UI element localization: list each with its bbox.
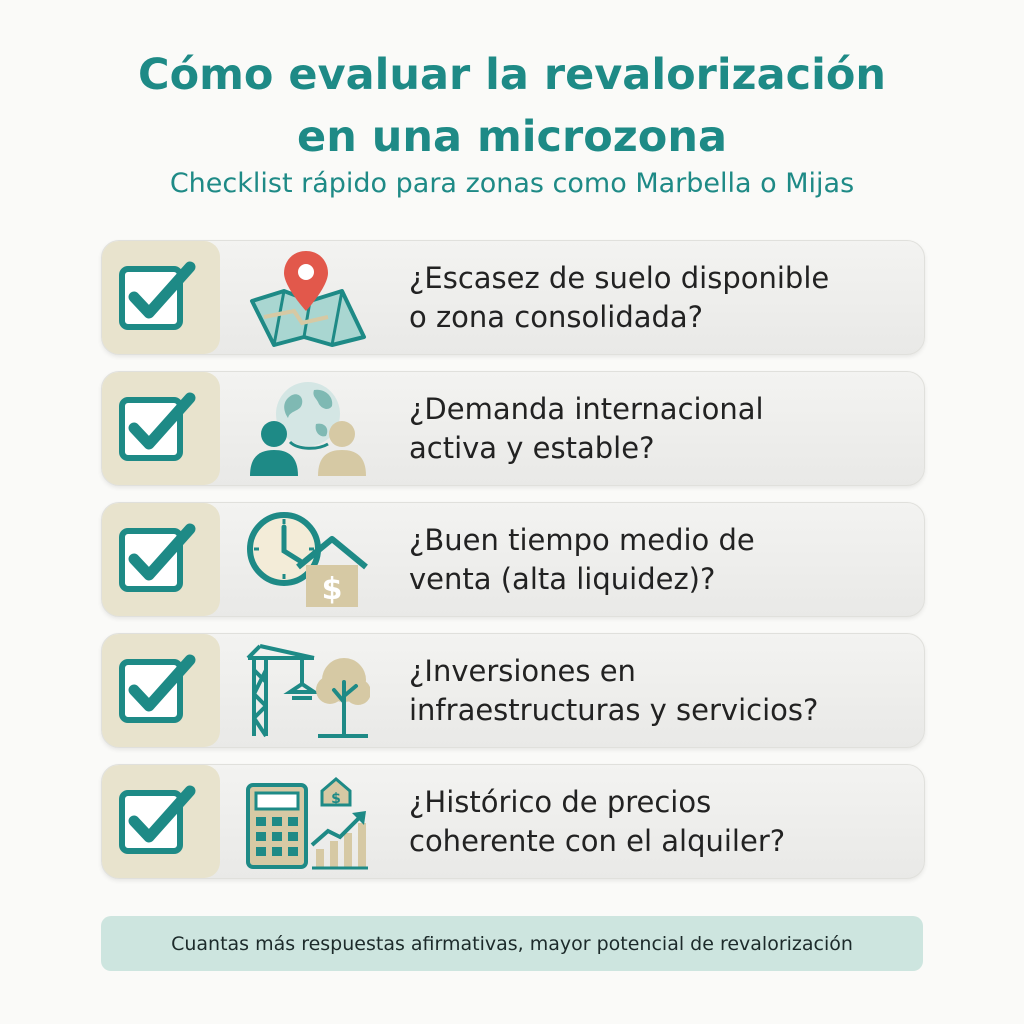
item-text	[409, 765, 909, 878]
item-text	[409, 241, 909, 354]
item-text	[409, 503, 909, 616]
item-text	[409, 372, 909, 485]
calculator-chart-icon	[244, 771, 370, 871]
item-text-line-2: coherente con el alquiler?	[409, 823, 786, 858]
checkbox-checked-icon[interactable]	[118, 783, 198, 859]
item-text-line-2: o zona consolidada?	[409, 299, 704, 334]
title-line-1: Cómo evaluar la revalorización	[138, 50, 886, 100]
checkbox-checked-icon[interactable]	[118, 259, 198, 335]
crane-tree-icon	[244, 640, 370, 740]
item-text-line-1: ¿Histórico de precios	[409, 784, 712, 819]
footer-text: Cuantas más respuestas afirmativas, mayor potencial de revalorización	[171, 932, 853, 955]
footer-note	[101, 916, 923, 971]
title-line-2: en una microzona	[297, 112, 727, 162]
checklist-item-land-scarcity[interactable]	[101, 240, 925, 355]
page-title	[0, 44, 1024, 168]
svg-text:$: $	[331, 791, 341, 807]
item-text-line-2: infraestructuras y servicios?	[409, 692, 819, 727]
checklist-item-infrastructure[interactable]	[101, 633, 925, 748]
item-text-line-1: ¿Escasez de suelo disponible	[409, 260, 830, 295]
checklist-item-price-history[interactable]	[101, 764, 925, 879]
checklist-item-international-demand[interactable]	[101, 371, 925, 486]
item-text-line-2: activa y estable?	[409, 430, 655, 465]
map-pin-icon	[244, 247, 370, 347]
checkbox-checked-icon[interactable]	[118, 652, 198, 728]
item-text-line-1: ¿Demanda internacional	[409, 391, 764, 426]
item-text	[409, 634, 909, 747]
item-text-line-1: ¿Buen tiempo medio de	[409, 522, 755, 557]
page-subtitle: Checklist rápido para zonas como Marbella o Mijas	[169, 168, 855, 199]
svg-text:$: $	[321, 572, 343, 607]
item-text-line-1: ¿Inversiones en	[409, 653, 636, 688]
checkbox-checked-icon[interactable]	[118, 390, 198, 466]
item-text-line-2: venta (alta liquidez)?	[409, 561, 716, 596]
checklist-item-sale-time[interactable]	[101, 502, 925, 617]
clock-house-icon	[244, 509, 370, 609]
globe-people-icon	[244, 378, 370, 478]
checkbox-checked-icon[interactable]	[118, 521, 198, 597]
